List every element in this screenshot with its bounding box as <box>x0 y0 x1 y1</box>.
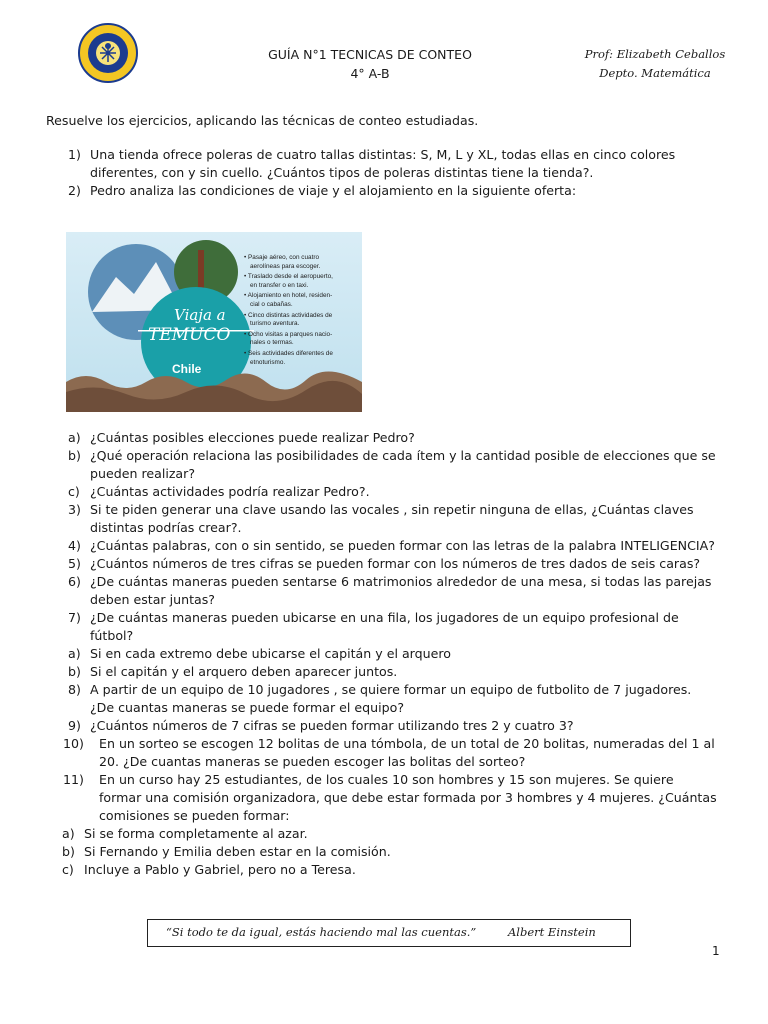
item-number: b) <box>68 664 81 679</box>
item-text: ¿De cuántas maneras pueden sentarse 6 matrimonios alrededor de una mesa, si todas las parejas <box>90 574 712 589</box>
page-number: 1 <box>712 944 720 958</box>
item-text: deben estar juntas? <box>90 592 215 607</box>
department-name: Depto. Matemática <box>599 66 711 80</box>
item-number: 8) <box>68 682 81 697</box>
item-number: a) <box>68 430 81 445</box>
item-number: b) <box>68 448 81 463</box>
ad-bullet-line: nales o termas. <box>250 339 294 347</box>
item-number: 9) <box>68 718 81 733</box>
item-text: fútbol? <box>90 628 134 643</box>
item-number: a) <box>62 826 75 841</box>
teacher-name: Prof: Elizabeth Ceballos <box>584 47 726 61</box>
item-text: En un sorteo se escogen 12 bolitas de una tómbola, de un total de 20 bolitas, numeradas del 1 al <box>99 736 715 751</box>
ad-bullet-line: • Traslado desde el aeropuerto, <box>244 273 333 281</box>
ad-country: Chile <box>172 362 202 376</box>
document-title <box>240 45 500 83</box>
item-text: ¿Cuántos números de tres cifras se pueden formar con los números de tres dados de seis caras? <box>90 556 701 571</box>
item-text: ¿Qué operación relaciona las posibilidades de cada ítem y la cantidad posible de elecciones que se <box>90 448 716 463</box>
item-number: 11) <box>63 772 84 787</box>
item-number: 4) <box>68 538 81 553</box>
item-text: A partir de un equipo de 10 jugadores , se quiere formar un equipo de futbolito de 7 jugadores. <box>90 682 692 697</box>
item-text: 20. ¿De cuantas maneras se pueden escoger las bolitas del sorteo? <box>99 754 526 769</box>
ad-bullet-line: • Cinco distintas actividades de <box>244 311 333 319</box>
ad-bullet-line: • Alojamiento en hotel, residen- <box>244 292 333 300</box>
item-text: ¿Cuántos números de 7 cifras se pueden formar utilizando tres 2 y cuatro 3? <box>90 718 574 733</box>
item-text: ¿De cuantas maneras se puede formar el equipo? <box>90 700 405 715</box>
item-number: 6) <box>68 574 81 589</box>
item-text: Si Fernando y Emilia deben estar en la comisión. <box>84 844 391 859</box>
item-number: a) <box>68 646 81 661</box>
item-text: En un curso hay 25 estudiantes, de los cuales 10 son hombres y 15 son mujeres. Se quiere <box>99 772 674 787</box>
item-text: Si se forma completamente al azar. <box>84 826 308 841</box>
title-line-1: GUÍA N°1 TECNICAS DE CONTEO <box>268 47 472 62</box>
item-number: c) <box>62 862 74 877</box>
item-text: ¿Cuántas actividades podría realizar Pedro?. <box>90 484 370 499</box>
item-text: Una tienda ofrece poleras de cuatro tallas distintas: S, M, L y XL, todas ellas en cinco colores <box>90 147 676 162</box>
ad-title-1: Viaja a <box>174 306 226 324</box>
item-text: Pedro analiza las condiciones de viaje y el alojamiento en la siguiente oferta: <box>90 183 577 198</box>
item-text: Si el capitán y el arquero deben aparecer juntos. <box>90 664 398 679</box>
item-number: 2) <box>68 183 81 198</box>
item-number: 1) <box>68 147 81 162</box>
ad-title-2: TEMUCO <box>148 325 231 345</box>
item-number: 10) <box>63 736 84 751</box>
ad-bullet-line: cial o cabañas. <box>250 300 293 308</box>
item-number: 7) <box>68 610 81 625</box>
travel-ad-image <box>66 232 362 412</box>
item-text: Si te piden generar una clave usando las vocales , sin repetir ninguna de ellas, ¿Cuántas claves <box>90 502 694 517</box>
item-text: pueden realizar? <box>90 466 196 481</box>
quote-box <box>147 919 631 947</box>
school-logo <box>78 22 138 84</box>
ad-bullet-list <box>244 254 360 367</box>
item-text: formar una comisión organizadora, que debe estar formada por 3 hombres y 4 mujeres. ¿Cuántas <box>99 790 717 805</box>
ad-bullet-line: • Ocho visitas a parques nacio- <box>244 330 333 338</box>
item-text: Incluye a Pablo y Gabriel, pero no a Teresa. <box>84 862 356 877</box>
item-text: diferentes, con y sin cuello. ¿Cuántos tipos de poleras distintas tiene la tienda?. <box>90 165 594 180</box>
item-text: ¿De cuántas maneras pueden ubicarse en una fila, los jugadores de un equipo profesional de <box>90 610 679 625</box>
ad-bullet-line: turismo aventura. <box>250 320 300 328</box>
quote-text: “Si todo te da igual, estás haciendo mal las cuentas.” <box>166 925 477 939</box>
item-number: 5) <box>68 556 81 571</box>
item-text: comisiones se pueden formar: <box>99 808 290 823</box>
item-text: distintas podrías crear?. <box>90 520 242 535</box>
teacher-info <box>570 45 740 83</box>
item-text: Si en cada extremo debe ubicarse el capitán y el arquero <box>90 646 451 661</box>
quote-author: Albert Einstein <box>508 925 596 939</box>
ad-bullet-line: • Seis actividades diferentes de <box>244 349 333 357</box>
ad-bullet-line: etnoturismo. <box>250 358 286 366</box>
item-number: 3) <box>68 502 81 517</box>
ad-bullet-line: aerolíneas para escoger. <box>250 262 321 270</box>
title-line-2: 4° A-B <box>350 66 390 81</box>
item-number: c) <box>68 484 80 499</box>
ad-bullet-line: en transfer o en taxi. <box>250 281 309 289</box>
ad-bullet-line: • Pasaje aéreo, con cuatro <box>244 254 320 261</box>
instructions: Resuelve los ejercicios, aplicando las técnicas de conteo estudiadas. <box>46 113 479 128</box>
item-text: ¿Cuántas palabras, con o sin sentido, se pueden formar con las letras de la palabra INTELIGENCIA? <box>90 538 715 553</box>
item-text: ¿Cuántas posibles elecciones puede realizar Pedro? <box>90 430 415 445</box>
item-number: b) <box>62 844 75 859</box>
